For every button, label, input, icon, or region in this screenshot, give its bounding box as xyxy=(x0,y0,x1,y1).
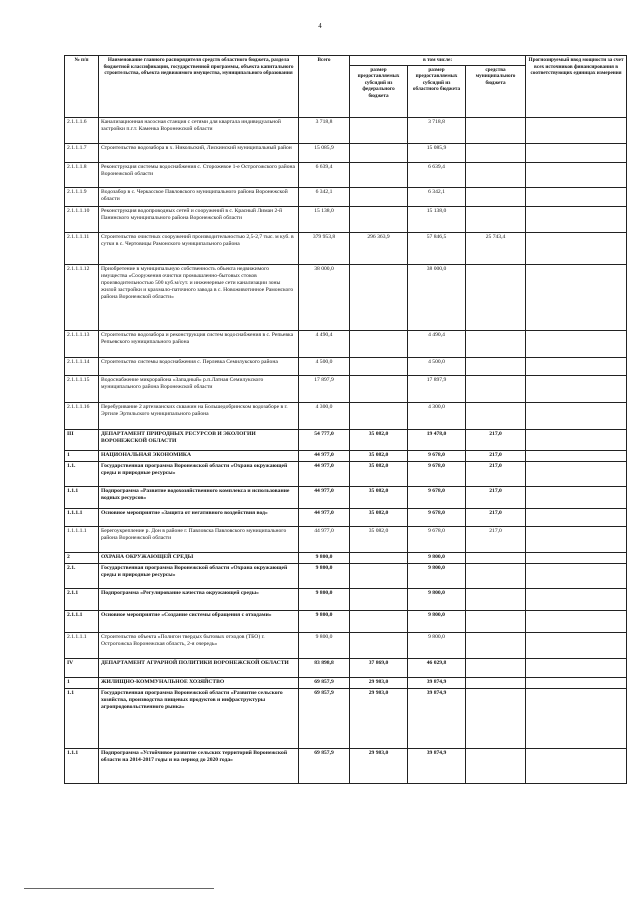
row-number: 2.1.1.1.12 xyxy=(65,264,99,330)
row-number: 2.1.1.1.13 xyxy=(65,330,99,357)
row-name: Строительство очистных сооружений производительностью 2,5-2,7 тыс. м куб. в сутки в с. Чертовицы Рамонского муниципального района xyxy=(99,232,299,264)
row-federal xyxy=(350,552,408,563)
header-regional: размер предоставляемых субсидий из областного бюджета xyxy=(408,65,466,117)
row-municipal xyxy=(466,677,526,688)
row-number: IV xyxy=(65,658,99,677)
header-name: Наименование главного распорядителя средств областного бюджета, раздела бюджетной классификации, государственной программы, объекта капитального строительства, объекта недвижимого имущества, муниципального образования xyxy=(99,56,299,118)
table-row xyxy=(65,748,627,783)
row-total: 69 857,9 xyxy=(299,688,350,748)
row-federal: 29 983,0 xyxy=(350,688,408,748)
row-regional: 46 029,8 xyxy=(408,658,466,677)
row-regional: 4 490,4 xyxy=(408,330,466,357)
row-regional: 9 678,0 xyxy=(408,508,466,526)
row-total: 15 138,0 xyxy=(299,206,350,232)
row-municipal xyxy=(466,588,526,610)
row-number: 2.1.1.1.9 xyxy=(65,187,99,206)
page-number: 4 xyxy=(318,22,322,30)
row-capacity xyxy=(526,232,627,264)
row-name: Водозабор в с. Черкасское Павловского муниципального района Воронежской области xyxy=(99,187,299,206)
row-regional: 39 874,9 xyxy=(408,748,466,783)
row-municipal: 217,0 xyxy=(466,526,526,552)
row-capacity xyxy=(526,143,627,162)
row-municipal: 217,0 xyxy=(466,461,526,486)
row-number: 1.1.1.1 xyxy=(65,508,99,526)
row-federal xyxy=(350,330,408,357)
row-number: 2.1.1.1.8 xyxy=(65,162,99,187)
row-total: 379 953,8 xyxy=(299,232,350,264)
row-capacity xyxy=(526,688,627,748)
row-regional: 17 897,9 xyxy=(408,375,466,402)
budget-table xyxy=(64,55,627,784)
row-federal: 35 082,0 xyxy=(350,508,408,526)
row-federal xyxy=(350,264,408,330)
row-federal xyxy=(350,187,408,206)
row-municipal xyxy=(466,402,526,429)
row-federal xyxy=(350,206,408,232)
row-regional: 15 085,9 xyxy=(408,143,466,162)
row-capacity xyxy=(526,429,627,450)
row-capacity xyxy=(526,450,627,461)
row-federal: 35 082,0 xyxy=(350,429,408,450)
row-municipal xyxy=(466,187,526,206)
row-total: 3 718,8 xyxy=(299,117,350,143)
row-regional: 9 678,0 xyxy=(408,461,466,486)
row-number: 1 xyxy=(65,450,99,461)
table-row xyxy=(65,375,627,402)
row-capacity xyxy=(526,526,627,552)
row-name: Берегоукрепление р. Дон в районе г. Павловска Павловского муниципального района Воронежской области xyxy=(99,526,299,552)
row-name: ЖИЛИЩНО-КОММУНАЛЬНОЕ ХОЗЯЙСТВО xyxy=(99,677,299,688)
footer-divider xyxy=(24,888,214,889)
row-municipal xyxy=(466,658,526,677)
table-row xyxy=(65,526,627,552)
row-regional: 3 718,8 xyxy=(408,117,466,143)
row-total: 54 777,0 xyxy=(299,429,350,450)
row-regional: 9 800,0 xyxy=(408,563,466,588)
row-number: 2.1.1.1.15 xyxy=(65,375,99,402)
header-capacity: Прогнозируемый ввод мощности за счет всех источников финансирования в соответствующих единицах измерения xyxy=(526,56,627,118)
row-capacity xyxy=(526,677,627,688)
row-municipal: 217,0 xyxy=(466,429,526,450)
row-federal: 35 082,0 xyxy=(350,450,408,461)
row-capacity xyxy=(526,486,627,508)
row-number: 1.1.1 xyxy=(65,486,99,508)
row-name: ДЕПАРТАМЕНТ ПРИРОДНЫХ РЕСУРСОВ И ЭКОЛОГИИ ВОРОНЕЖСКОЙ ОБЛАСТИ xyxy=(99,429,299,450)
row-number: 1.1.1 xyxy=(65,748,99,783)
row-municipal xyxy=(466,264,526,330)
row-municipal: 217,0 xyxy=(466,508,526,526)
row-number: 2.1.1.1.16 xyxy=(65,402,99,429)
row-total: 44 977,0 xyxy=(299,526,350,552)
row-municipal: 217,0 xyxy=(466,450,526,461)
row-number: 2 xyxy=(65,552,99,563)
row-capacity xyxy=(526,402,627,429)
row-regional: 9 800,0 xyxy=(408,588,466,610)
row-regional: 9 800,0 xyxy=(408,552,466,563)
row-federal: 35 082,0 xyxy=(350,486,408,508)
header-federal: размер предоставляемых субсидий из федерального бюджета xyxy=(350,65,408,117)
row-federal xyxy=(350,162,408,187)
row-total: 44 977,0 xyxy=(299,486,350,508)
row-regional: 9 678,0 xyxy=(408,486,466,508)
row-name: Основное мероприятие «Защита от негативного воздействия вод» xyxy=(99,508,299,526)
table-row xyxy=(65,588,627,610)
table-row xyxy=(65,688,627,748)
row-name: Строительство объекта «Полигон твердых бытовых отходов (ТБО) г. Острогожска Воронежская область, 2-я очередь» xyxy=(99,632,299,658)
row-capacity xyxy=(526,552,627,563)
row-name: Приобретение в муниципальную собственность объекта недвижимого имущества «Сооружения очистки промышленно-бытовых стоков производительностью 500 куб.м/сут. и инженерные сети канализации зоны жилой застройки и крахмало-паточного завода в с. Новоживотинное Рамонского района Воронежской области» xyxy=(99,264,299,330)
row-number: 2.1. xyxy=(65,563,99,588)
row-capacity xyxy=(526,206,627,232)
row-capacity xyxy=(526,610,627,632)
row-capacity xyxy=(526,632,627,658)
row-total: 69 857,9 xyxy=(299,748,350,783)
row-capacity xyxy=(526,748,627,783)
row-total: 83 898,8 xyxy=(299,658,350,677)
row-name: Канализационная насосная станция с сетями для квартала индивидуальной застройки п.г.т. Каменка Воронежской области xyxy=(99,117,299,143)
row-federal: 35 082,0 xyxy=(350,526,408,552)
row-regional: 39 874,9 xyxy=(408,677,466,688)
table-row xyxy=(65,677,627,688)
row-total: 44 977,0 xyxy=(299,450,350,461)
row-municipal xyxy=(466,748,526,783)
row-total: 44 977,0 xyxy=(299,508,350,526)
row-total: 9 800,0 xyxy=(299,563,350,588)
table-row xyxy=(65,117,627,143)
row-name: Государственная программа Воронежской области «Развитие сельского хозяйства, производства пищевых продуктов и инфраструктуры агропродовольственного рынка» xyxy=(99,688,299,748)
row-total: 44 977,0 xyxy=(299,461,350,486)
row-capacity xyxy=(526,357,627,375)
row-federal xyxy=(350,402,408,429)
row-number: 2.1.1.1.14 xyxy=(65,357,99,375)
row-number: 1.1 xyxy=(65,688,99,748)
table-row xyxy=(65,330,627,357)
row-municipal: 217,0 xyxy=(466,486,526,508)
row-total: 4 490,4 xyxy=(299,330,350,357)
row-municipal xyxy=(466,330,526,357)
row-name: Строительство водозабора в х. Никольский, Лискинский муниципальный район xyxy=(99,143,299,162)
table-body xyxy=(65,117,627,783)
table-row xyxy=(65,450,627,461)
row-total: 9 800,0 xyxy=(299,632,350,658)
header-total: Всего xyxy=(299,56,350,118)
row-name: Государственная программа Воронежской области «Охрана окружающей среды и природные ресурсы» xyxy=(99,461,299,486)
header-municipal: средства муниципального бюджета xyxy=(466,65,526,117)
row-regional: 9 800,0 xyxy=(408,610,466,632)
row-capacity xyxy=(526,461,627,486)
row-federal: 29 983,0 xyxy=(350,748,408,783)
row-municipal xyxy=(466,206,526,232)
row-name: ДЕПАРТАМЕНТ АГРАРНОЙ ПОЛИТИКИ ВОРОНЕЖСКОЙ ОБЛАСТИ xyxy=(99,658,299,677)
table-row xyxy=(65,610,627,632)
row-capacity xyxy=(526,588,627,610)
row-regional: 39 874,9 xyxy=(408,688,466,748)
table-row xyxy=(65,206,627,232)
row-total: 9 800,0 xyxy=(299,610,350,632)
table-row xyxy=(65,162,627,187)
row-number: III xyxy=(65,429,99,450)
row-regional: 19 478,0 xyxy=(408,429,466,450)
row-regional: 9 678,0 xyxy=(408,450,466,461)
row-name: Подпрограмма «Регулирование качества окружающей среды» xyxy=(99,588,299,610)
row-name: Подпрограмма «Развитие водохозяйственного комплекса и использование водных ресурсов» xyxy=(99,486,299,508)
row-total: 15 085,9 xyxy=(299,143,350,162)
row-capacity xyxy=(526,162,627,187)
header-num: № п/п xyxy=(65,56,99,118)
row-name: Реконструкция водопроводных сетей и сооружений в с. Красный Лиман 2-й Панинского муниципального района Воронежской области xyxy=(99,206,299,232)
table-row xyxy=(65,632,627,658)
row-total: 4 300,0 xyxy=(299,402,350,429)
row-name: НАЦИОНАЛЬНАЯ ЭКОНОМИКА xyxy=(99,450,299,461)
table-row xyxy=(65,402,627,429)
table-row xyxy=(65,563,627,588)
table-row xyxy=(65,658,627,677)
row-name: Реконструкция системы водоснабжения с. Сторожевое 1-е Острогожского района Воронежской области xyxy=(99,162,299,187)
row-municipal xyxy=(466,143,526,162)
row-total: 17 897,9 xyxy=(299,375,350,402)
row-name: Строительство водозабора и реконструкция систем водоснабжения в с. Репьевка Репьевского муниципального района xyxy=(99,330,299,357)
row-municipal xyxy=(466,552,526,563)
row-name: Государственная программа Воронежской области «Охрана окружающей среды и природные ресурсы» xyxy=(99,563,299,588)
row-total: 6 342,1 xyxy=(299,187,350,206)
row-federal xyxy=(350,357,408,375)
row-name: Подпрограмма «Устойчивое развитие сельских территорий Воронежской области на 2014-2017 годы и на период до 2020 года» xyxy=(99,748,299,783)
row-total: 4 500,0 xyxy=(299,357,350,375)
table-row xyxy=(65,357,627,375)
row-regional: 6 639,4 xyxy=(408,162,466,187)
row-capacity xyxy=(526,264,627,330)
row-capacity xyxy=(526,508,627,526)
row-total: 6 639,4 xyxy=(299,162,350,187)
row-name: Строительство системы водоснабжения с. Перлевка Семилукского района xyxy=(99,357,299,375)
row-total: 38 000,0 xyxy=(299,264,350,330)
row-municipal xyxy=(466,688,526,748)
row-capacity xyxy=(526,563,627,588)
row-municipal xyxy=(466,357,526,375)
row-federal: 29 983,0 xyxy=(350,677,408,688)
table-row xyxy=(65,264,627,330)
row-federal: 37 869,0 xyxy=(350,658,408,677)
row-municipal xyxy=(466,563,526,588)
row-capacity xyxy=(526,330,627,357)
row-capacity xyxy=(526,658,627,677)
row-federal xyxy=(350,143,408,162)
header-including: в том числе: xyxy=(350,56,526,66)
row-number: 2.1.1.1.7 xyxy=(65,143,99,162)
table-row xyxy=(65,552,627,563)
table-row xyxy=(65,429,627,450)
row-regional: 4 300,0 xyxy=(408,402,466,429)
row-regional: 57 846,5 xyxy=(408,232,466,264)
row-name: Перебуривание 2 артезианских скважин на Большедобринском водозаборе в г. Эртиле Эртильского муниципального района xyxy=(99,402,299,429)
table-row xyxy=(65,143,627,162)
row-number: 2.1.1.1.6 xyxy=(65,117,99,143)
row-federal xyxy=(350,375,408,402)
table-row xyxy=(65,486,627,508)
row-name: ОХРАНА ОКРУЖАЮЩЕЙ СРЕДЫ xyxy=(99,552,299,563)
row-number: 2.1.1.1.1 xyxy=(65,632,99,658)
row-municipal xyxy=(466,117,526,143)
row-federal xyxy=(350,632,408,658)
row-regional: 15 138,0 xyxy=(408,206,466,232)
row-regional: 6 342,1 xyxy=(408,187,466,206)
row-regional: 4 500,0 xyxy=(408,357,466,375)
row-number: 1 xyxy=(65,677,99,688)
row-capacity xyxy=(526,375,627,402)
row-number: 2.1.1 xyxy=(65,588,99,610)
row-municipal xyxy=(466,375,526,402)
row-federal: 35 082,0 xyxy=(350,461,408,486)
row-total: 69 857,9 xyxy=(299,677,350,688)
row-capacity xyxy=(526,117,627,143)
row-municipal xyxy=(466,162,526,187)
row-federal xyxy=(350,610,408,632)
row-number: 1.1.1.1.1 xyxy=(65,526,99,552)
row-total: 9 800,0 xyxy=(299,588,350,610)
table-row xyxy=(65,187,627,206)
row-municipal: 25 743,4 xyxy=(466,232,526,264)
row-regional: 38 000,0 xyxy=(408,264,466,330)
row-municipal xyxy=(466,610,526,632)
row-number: 1.1. xyxy=(65,461,99,486)
row-number: 2.1.1.1.11 xyxy=(65,232,99,264)
row-number: 2.1.1.1.10 xyxy=(65,206,99,232)
row-name: Водоснабжение микрорайона «Западный» р.п.Латная Семилукского муниципального района Воронежской области xyxy=(99,375,299,402)
row-municipal xyxy=(466,632,526,658)
row-name: Основное мероприятие «Создание системы обращения с отходами» xyxy=(99,610,299,632)
row-federal xyxy=(350,563,408,588)
table-row xyxy=(65,508,627,526)
row-number: 2.1.1.1 xyxy=(65,610,99,632)
table-row xyxy=(65,232,627,264)
row-federal: 296 363,9 xyxy=(350,232,408,264)
row-federal xyxy=(350,117,408,143)
row-regional: 9 800,0 xyxy=(408,632,466,658)
row-total: 9 800,0 xyxy=(299,552,350,563)
row-federal xyxy=(350,588,408,610)
row-regional: 9 678,0 xyxy=(408,526,466,552)
row-capacity xyxy=(526,187,627,206)
table-row xyxy=(65,461,627,486)
